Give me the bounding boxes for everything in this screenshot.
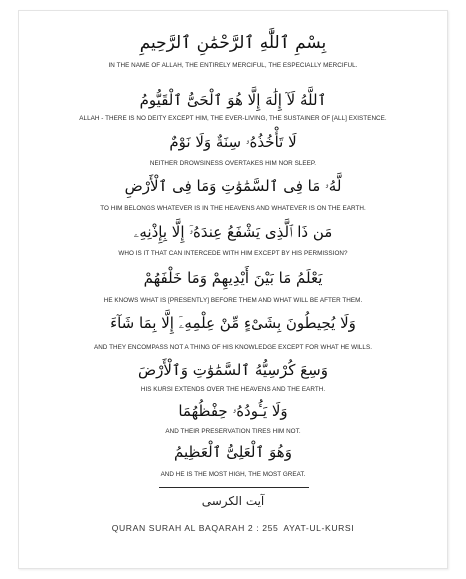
- verse-8-translation: AND THEIR PRESERVATION TIRES HIM NOT.: [165, 428, 301, 435]
- surah-reference: QURAN SURAH AL BAQARAH 2 : 255: [111, 523, 279, 533]
- basmala-translation: IN THE NAME OF ALLAH, THE ENTIRELY MERCIFUL, THE ESPECIALLY MERCIFUL.: [108, 62, 358, 69]
- verse-3-arabic: لَّهُۥ مَا فِى ٱلسَّمَٰوَٰتِ وَمَا فِى ٱلْأَرْضِ: [124, 177, 342, 195]
- verse-9-arabic: وَهُوَ ٱلْعَلِىُّ ٱلْعَظِيمُ: [174, 443, 292, 461]
- verse-4-arabic: مَن ذَا ٱلَّذِى يَشْفَعُ عِندَهُۥٓ إِلَّا بِإِذْنِهِۦ: [133, 223, 333, 241]
- verse-2-arabic: لَا تَأْخُذُهُۥ سِنَةٌ وَلَا نَوْمٌ: [169, 133, 297, 151]
- basmala-arabic: بِسْمِ ٱللَّٰهِ ٱلرَّحْمَٰنِ ٱلرَّحِيمِ: [139, 33, 327, 53]
- verse-9-translation: AND HE IS THE MOST HIGH, THE MOST GREAT.: [160, 471, 306, 478]
- verse-1-arabic: ٱللَّهُ لَآ إِلَٰهَ إِلَّا هُوَ ٱلْحَىُّ ٱلْقَيُّومُ: [139, 91, 327, 109]
- verse-7-translation: HIS KURSI EXTENDS OVER THE HEAVENS AND THE EARTH.: [140, 386, 326, 393]
- verse-7-arabic: وَسِعَ كُرْسِيُّهُ ٱلسَّمَٰوَٰتِ وَٱلْأَرْضَ: [138, 361, 328, 379]
- verse-4-translation: WHO IS IT THAT CAN INTERCEDE WITH HIM EXCEPT BY HIS PERMISSION?: [118, 250, 348, 257]
- poster: [18, 10, 448, 569]
- ayat-name: AYAT-UL-KURSI: [283, 523, 355, 533]
- verse-8-arabic: وَلَا يَـُٔودُهُۥ حِفْظُهُمَا: [178, 402, 288, 420]
- ayat-ul-kursi-arabic-title: آيت الكرسى: [201, 494, 265, 508]
- footer-caption: [19, 524, 447, 533]
- verse-6-arabic: وَلَا يُحِيطُونَ بِشَىْءٍ مِّنْ عِلْمِهِۦٓ إِلَّا بِمَا شَآءَ: [110, 314, 356, 332]
- divider-rule: [159, 487, 309, 488]
- verse-1-translation: ALLAH - THERE IS NO DEITY EXCEPT HIM, THE EVER-LIVING, THE SUSTAINER OF [ALL] EXISTENCE.: [79, 115, 387, 122]
- verse-3-translation: TO HIM BELONGS WHATEVER IS IN THE HEAVENS AND WHATEVER IS ON THE EARTH.: [100, 205, 366, 212]
- verse-2-translation: NEITHER DROWSINESS OVERTAKES HIM NOR SLEEP.: [149, 160, 317, 167]
- verse-5-translation: HE KNOWS WHAT IS [PRESENTLY] BEFORE THEM AND WHAT WILL BE AFTER THEM.: [103, 297, 363, 304]
- verse-5-arabic: يَعْلَمُ مَا بَيْنَ أَيْدِيهِمْ وَمَا خَلْفَهُمْ: [143, 269, 323, 287]
- verse-6-translation: AND THEY ENCOMPASS NOT A THING OF HIS KNOWLEDGE EXCEPT FOR WHAT HE WILLS.: [93, 344, 373, 351]
